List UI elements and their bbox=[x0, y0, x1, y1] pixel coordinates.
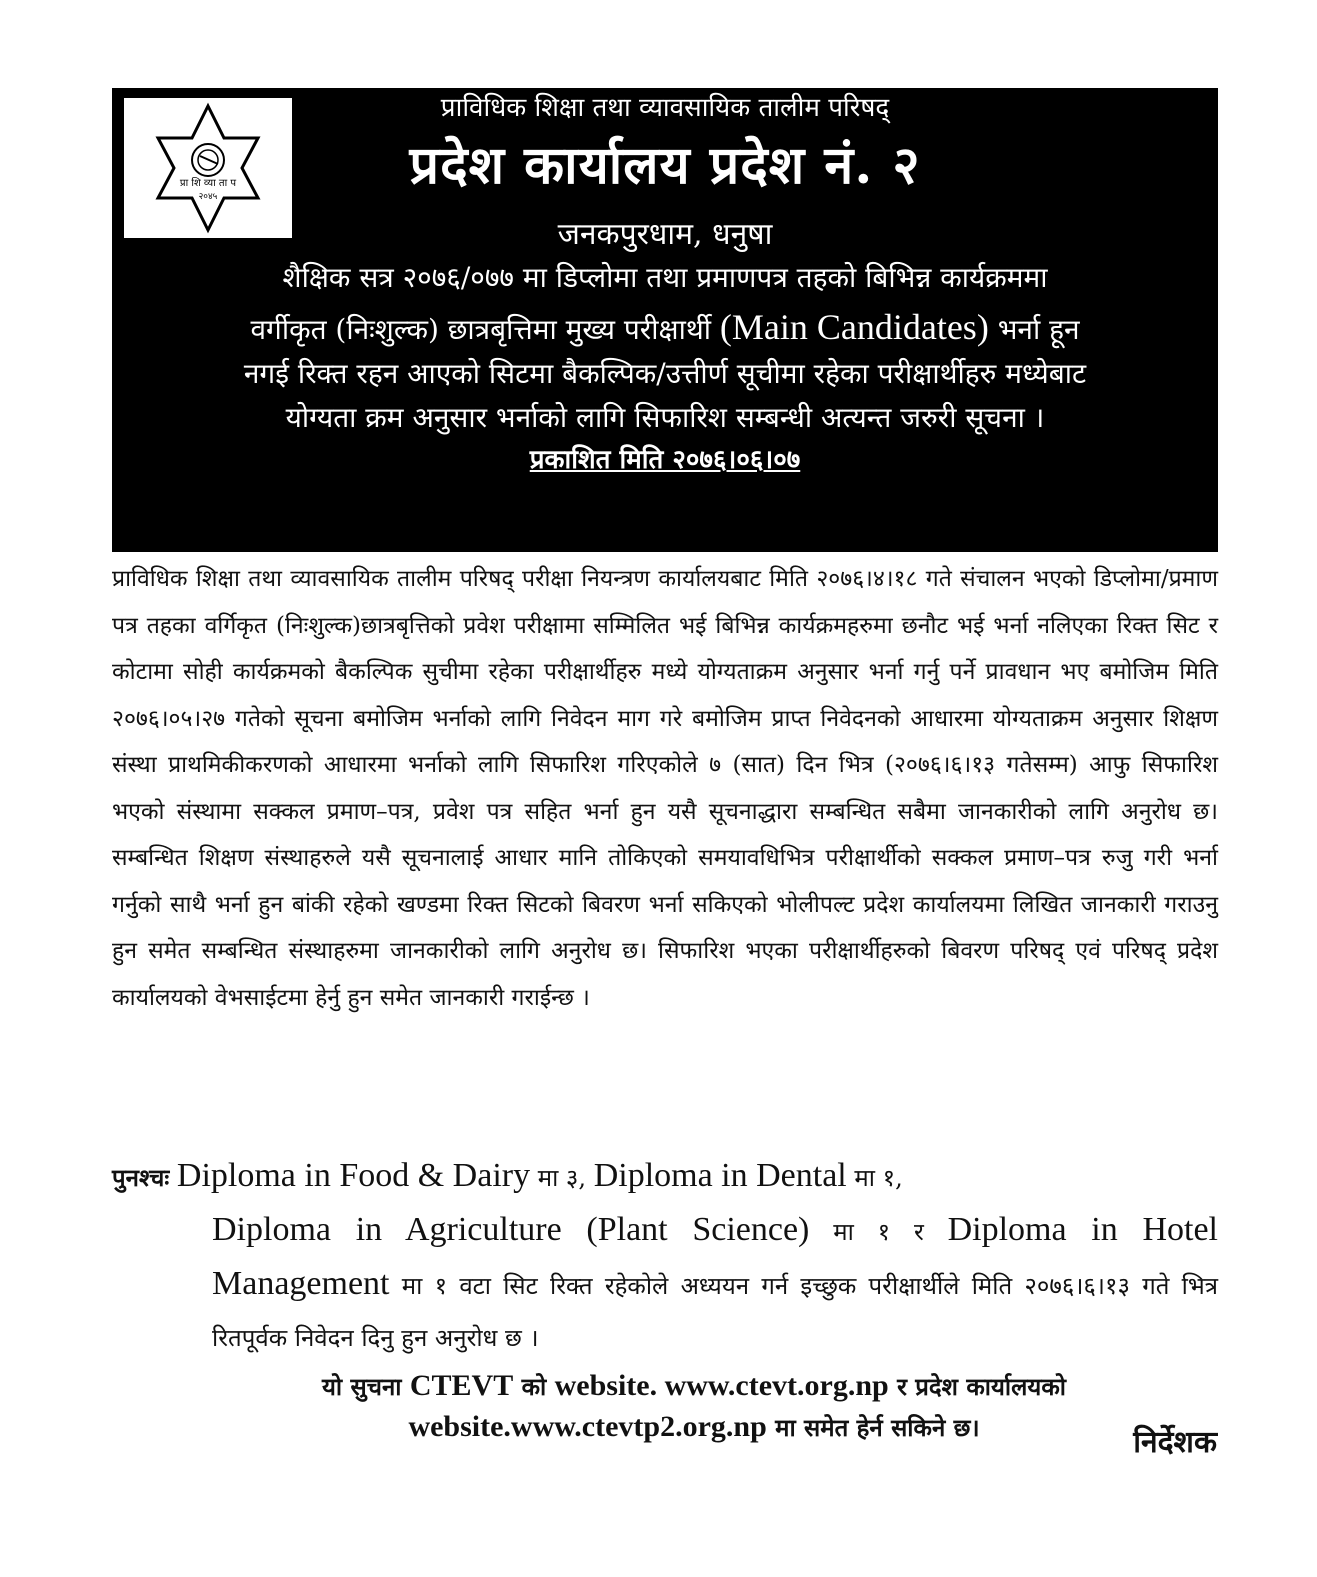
website-text-2: को bbox=[521, 1372, 547, 1401]
office-location: जनकपुरधाम, धनुषा bbox=[557, 217, 773, 252]
website-text-3: र प्रदेश कार्यालयको bbox=[897, 1372, 1066, 1401]
website-text-1: यो सुचना bbox=[322, 1372, 402, 1401]
website-text-4: मा समेत हेर्न सकिने छ। bbox=[775, 1413, 980, 1442]
subject-line-2-post: भर्ना हून bbox=[997, 313, 1080, 346]
seat-count-2: मा १, bbox=[854, 1164, 903, 1192]
main-candidates-text: (Main Candidates) bbox=[719, 307, 989, 347]
notice-subject-line-3: नगई रिक्त रहन आएको सिटमा बैकल्पिक/उत्तीर्ण सूचीमा रहेका परीक्षार्थीहरु मध्येबाट bbox=[243, 357, 1087, 390]
ctevt-website-link[interactable]: website. www.ctevt.org.np bbox=[554, 1369, 889, 1402]
published-date: प्रकाशित मिति २०७६।०६।०७ bbox=[529, 445, 801, 475]
subject-line-2-pre: वर्गीकृत (निःशुल्क) छात्रबृत्तिमा मुख्य परीक्षार्थी bbox=[250, 313, 711, 346]
notice-subject-line-2 bbox=[112, 306, 1218, 348]
notice-body: प्राविधिक शिक्षा तथा व्यावसायिक तालीम परिषद् परीक्षा नियन्त्रण कार्यालयबाट मिति २०७६।४।१८ गते संचालन भएको डिप्लोमा/प्रमाण पत्र तहका वर्गिकृत (निःशुल्क)छात्रबृत्तिको प्रवेश परीक्षामा सम्मिलित भई बिभिन्न कार्यक्रमहरुमा छनौट भई भर्ना नलिएका रिक्त सिट र कोटामा सोही कार्यक्रमको बैकल्पिक सुचीमा रहेका परीक्षार्थीहरु मध्ये योग्यताक्रम अनुसार भर्ना गर्नु पर्ने प्रावधान भए बमोजिम मिति २०७६।०५।२७ गतेको सूचना बमोजिम भर्नाको लागि निवेदन माग गरे बमोजिम प्राप्त निवेदनको आधारमा योग्यताक्रम अनुसार शिक्षण संस्था प्राथमिकीकरणको आधारमा भर्नाको लागि सिफारिश गरिएकोले ७ (सात) दिन भित्र (२०७६।६।१३ गतेसम्म) आफु सिफारिश भएको संस्थामा सक्कल प्रमाण–पत्र, प्रवेश पत्र सहित भर्ना हुन यसै सूचनाद्धारा सम्बन्धित सबैमा जानकारीको लागि अनुरोध छ। सम्बन्धित शिक्षण संस्थाहरुले यसै सूचनालाई आधार मानि तोकिएको समयावधिभित्र परीक्षार्थीको सक्कल प्रमाण–पत्र रुजु गरी भर्ना गर्नुको साथै भर्ना हुन बांकी रहेको खण्डमा रिक्त सिटको बिवरण भर्ना सकिएको भोलीपल्ट प्रदेश कार्यालयमा लिखित जानकारी गराउनु हुन समेत सम्बन्धित संस्थाहरुमा जानकारीको लागि अनुरोध छ। सिफारिश भएका परीक्षार्थीहरुको बिवरण परिषद् एवं परिषद् प्रदेश कार्यालयको वेभसाईटमा हेर्नु हुन समेत जानकारी गराईन्छ । bbox=[112, 566, 1218, 1011]
logo-text: प्रा शि व्या ता प bbox=[179, 178, 237, 189]
diploma-agriculture: Diploma in Agriculture (Plant Science) bbox=[212, 1211, 810, 1248]
ctevt-text: CTEVT bbox=[409, 1369, 514, 1402]
diploma-dental: Diploma in Dental bbox=[593, 1157, 847, 1194]
website-notice bbox=[170, 1366, 1218, 1448]
director-signature: निर्देशक bbox=[1133, 1425, 1217, 1460]
seat-count-1: मा ३, bbox=[537, 1164, 587, 1192]
council-name: प्राविधिक शिक्षा तथा व्यावसायिक तालीम परिषद् bbox=[440, 93, 890, 123]
diploma-food-dairy: Diploma in Food & Dairy bbox=[176, 1157, 531, 1194]
postscript bbox=[112, 1150, 1218, 1364]
notice-subject-line-1: शैक्षिक सत्र २०७६/०७७ मा डिप्लोमा तथा प्रमाणपत्र तहको बिभिन्न कार्यक्रममा bbox=[282, 261, 1048, 294]
logo-year: २०४५ bbox=[198, 192, 218, 202]
ctevtp2-website-link[interactable]: website.www.ctevtp2.org.np bbox=[408, 1410, 767, 1443]
postscript-label: पुनश्चः bbox=[112, 1163, 170, 1192]
notice-header bbox=[112, 88, 1218, 552]
seat-count-3: मा १ र bbox=[833, 1218, 924, 1246]
office-title: प्रदेश कार्यालय प्रदेश नं. २ bbox=[409, 135, 921, 196]
notice-subject-line-4: योग्यता क्रम अनुसार भर्नाको लागि सिफारिश सम्बन्धी अत्यन्त जरुरी सूचना । bbox=[285, 401, 1045, 434]
postscript-closing: मा १ वटा सिट रिक्त रहेकोले अध्ययन गर्न इच्छुक परीक्षार्थीले मिति २०७६।६।१३ गते भित्र रितपूर्वक निवेदन दिनु हुन अनुरोध छ । bbox=[212, 1272, 1218, 1352]
diploma-hotel-management: Diploma in Hotel Management bbox=[212, 1211, 1218, 1302]
